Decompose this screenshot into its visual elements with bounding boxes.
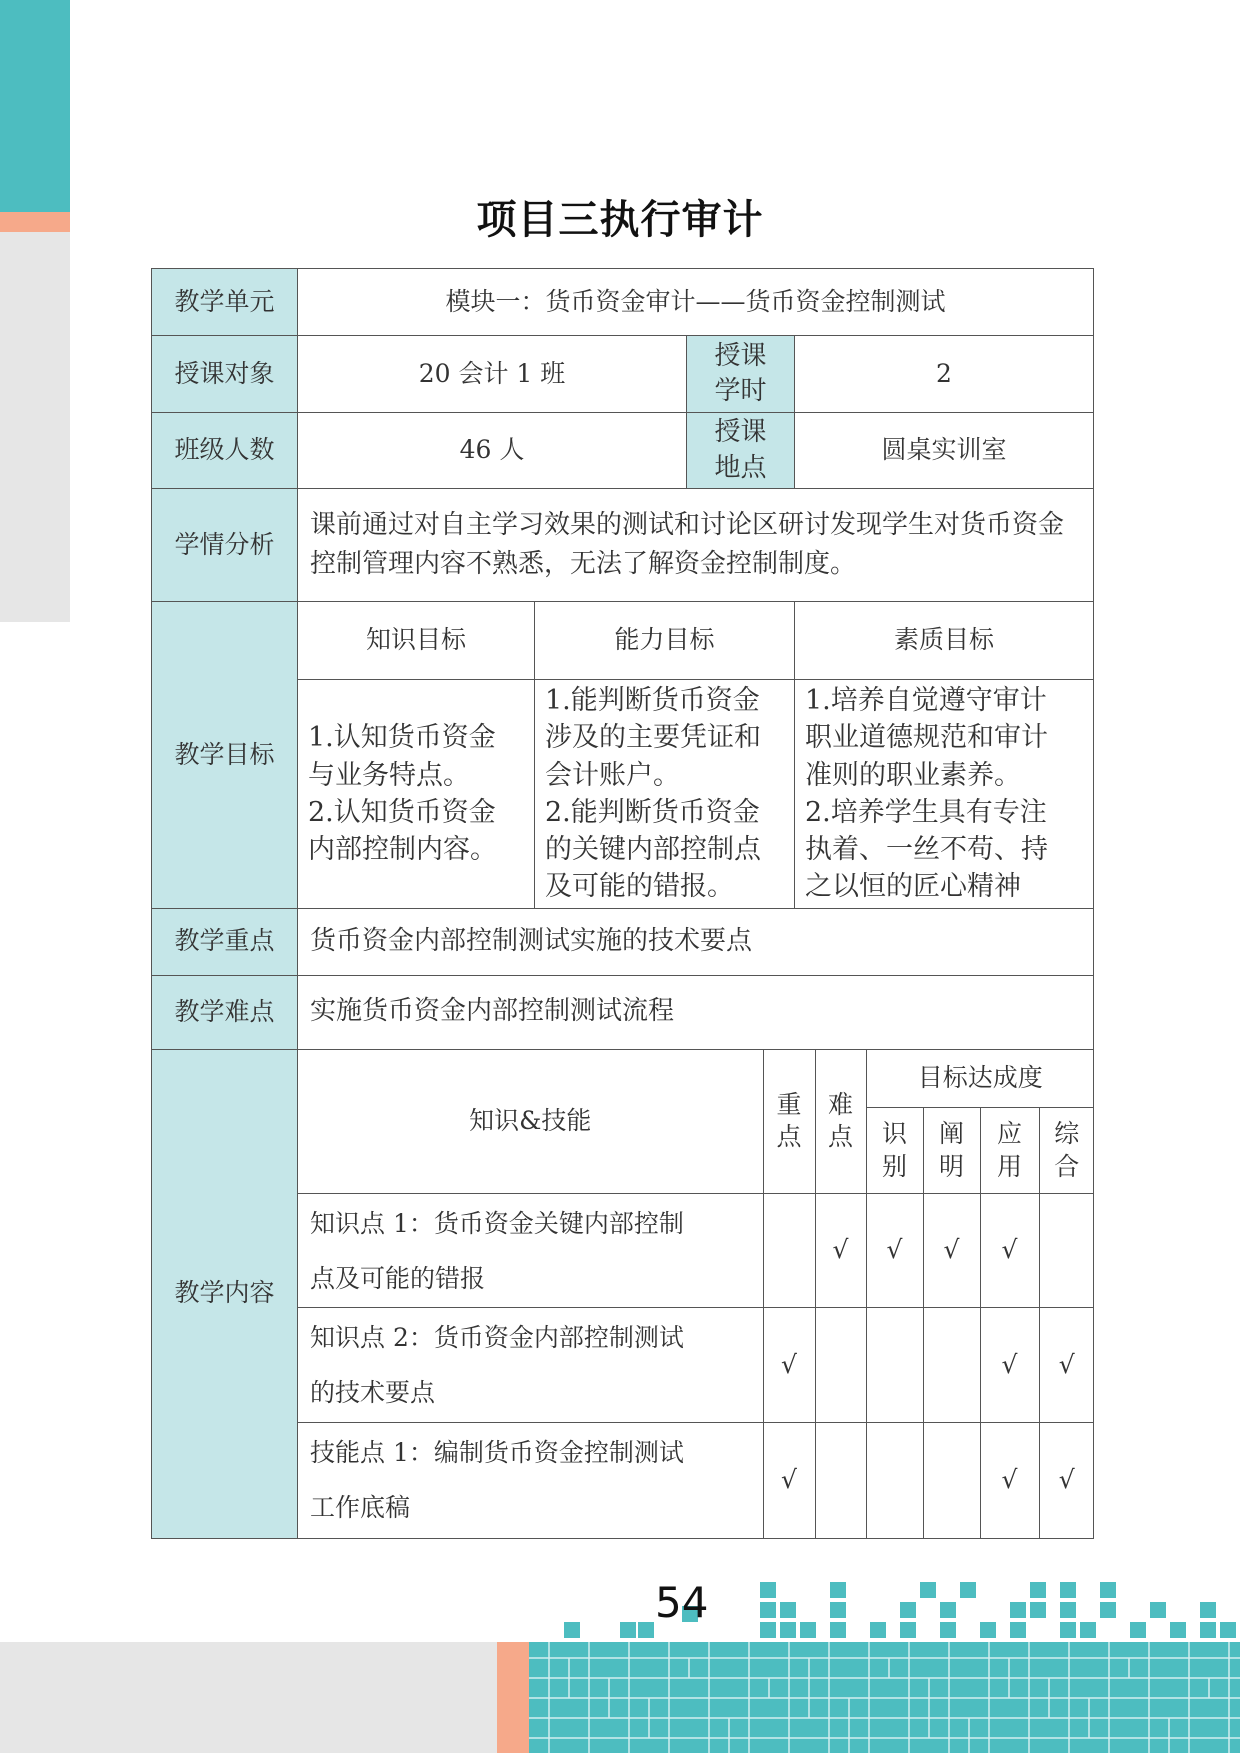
class-size-row [152,413,1094,489]
skill-text [298,1308,763,1423]
location-label-line1: 授课 [714,417,767,448]
location-value: 圆桌实训室 [795,413,1094,489]
identify-mark: √ [866,1194,923,1308]
sub-header-char: 应 [996,1119,1022,1148]
hours-label-line1: 授课 [714,340,767,371]
key-point-label: 教学重点 [152,908,298,975]
key-point-row [152,908,1094,975]
explain-mark [923,1308,980,1423]
difficulty-label: 教学难点 [152,975,298,1049]
integrate-mark [1039,1194,1094,1308]
difficulty-text: 实施货币资金内部控制测试流程 [298,975,1094,1049]
key-mark: √ [763,1423,815,1538]
ability-goal-header: 能力目标 [535,602,795,680]
unit-row [152,269,1094,336]
sub-header-char: 合 [1054,1151,1080,1181]
difficulty-mark [815,1423,866,1538]
sub-header-char: 用 [996,1151,1022,1181]
difficulty-header-char: 点 [827,1122,853,1152]
sub-header-char: 明 [938,1151,964,1181]
difficulty-mark [815,1308,866,1423]
quality-line: 准则的职业素养。 [805,759,1021,791]
key-point-text: 货币资金内部控制测试实施的技术要点 [298,908,1094,975]
footer-orange-band [497,1642,529,1753]
audience-value: 20 会计 1 班 [298,336,687,413]
side-gray-bar [0,232,70,622]
difficulty-mark: √ [815,1194,866,1308]
apply-mark: √ [980,1194,1039,1308]
knowledge-line: 1.认知货币资金 [308,722,496,754]
skill-text-line: 知识点 1：货币资金关键内部控制 [310,1208,684,1238]
key-header [763,1050,815,1194]
ability-line: 1.能判断货币资金 [545,685,760,716]
content-data-row [298,1308,1094,1423]
audience-label: 授课对象 [152,336,298,413]
quality-line: 之以恒的匠心精神 [805,871,1021,903]
analysis-row [152,489,1094,602]
sub-header-char: 阐 [938,1119,964,1148]
key-mark: √ [763,1308,815,1423]
key-header-char: 点 [776,1122,802,1152]
hours-value: 2 [795,336,1094,413]
ability-line: 2.能判断货币资金 [545,796,760,828]
difficulty-row [152,975,1094,1049]
identify-mark [866,1308,923,1423]
class-size-value: 46 人 [298,413,687,489]
hours-label [687,336,795,413]
location-label-line2: 地点 [714,452,767,483]
quality-line: 执着、一丝不苟、持 [805,834,1048,865]
difficulty-header-char: 难 [827,1089,853,1119]
quality-goal-header: 素质目标 [795,602,1094,680]
sub-header-char: 综 [1054,1119,1080,1148]
explain-mark [923,1423,980,1538]
content-data-row [298,1423,1094,1538]
integrate-mark: √ [1039,1308,1094,1423]
target-identify-header [866,1108,923,1194]
quality-line: 职业道德规范和审计 [805,722,1048,754]
skill-text-line: 的技术要点 [310,1378,436,1407]
content-header-row [298,1050,1094,1108]
skill-text-line: 知识点 2：货币资金内部控制测试 [310,1323,684,1352]
skill-text [298,1423,763,1538]
audience-row [152,336,1094,413]
hours-label-line2: 学时 [714,376,767,406]
knowledge-goal-header: 知识目标 [298,602,535,680]
content-data-row [298,1194,1094,1308]
explain-mark: √ [923,1194,980,1308]
difficulty-header [815,1050,866,1194]
skill-text-line: 工作底稿 [310,1493,411,1523]
identify-mark [866,1423,923,1538]
knowledge-line: 与业务特点。 [308,759,470,791]
skill-text-line: 点及可能的错报 [310,1263,486,1293]
unit-label: 教学单元 [152,269,298,336]
apply-mark: √ [980,1308,1039,1423]
target-integrate-header [1039,1108,1094,1194]
class-size-label: 班级人数 [152,413,298,489]
apply-mark: √ [980,1423,1039,1538]
knowledge-line: 2.认知货币资金 [308,796,496,828]
content-table [298,1050,1094,1538]
footer-grid-pattern [529,1642,1240,1753]
target-header: 目标达成度 [866,1050,1094,1108]
ability-line: 的关键内部控制点 [545,834,761,865]
ability-line: 及可能的错报。 [545,871,734,903]
key-header-char: 重 [776,1089,802,1119]
content-cell [298,1049,1094,1538]
footer-gray-band [0,1642,500,1753]
ability-line: 涉及的主要凭证和 [545,722,761,754]
content-label: 教学内容 [152,1049,298,1538]
integrate-mark: √ [1039,1423,1094,1538]
sub-header-char: 识 [881,1119,907,1148]
target-explain-header [923,1108,980,1194]
page-title: 项目三执行审计 [476,197,764,243]
quality-line: 1.培养自觉遵守审计 [805,685,1047,716]
knowledge-line: 内部控制内容。 [308,834,497,865]
key-mark [763,1194,815,1308]
ability-line: 会计账户。 [545,759,680,791]
knowledge-goal-text [298,680,535,909]
page-number: 54 [655,1578,709,1627]
side-teal-bar [0,0,70,212]
quality-goal-text [795,680,1094,909]
skill-text [298,1194,763,1308]
skill-header: 知识&技能 [298,1050,763,1194]
target-apply-header [980,1108,1039,1194]
objectives-label: 教学目标 [152,602,298,909]
sub-header-char: 别 [881,1151,907,1181]
skill-text-line: 技能点 1：编制货币资金控制测试 [310,1438,684,1468]
content-row [152,1049,1094,1538]
ability-goal-text [535,680,795,909]
location-label [687,413,795,489]
objectives-header-row [152,602,1094,680]
lesson-plan-table [151,268,1094,1539]
unit-value: 模块一：货币资金审计——货币资金控制测试 [298,269,1094,336]
analysis-label: 学情分析 [152,489,298,602]
analysis-text: 课前通过对自主学习效果的测试和讨论区研讨发现学生对货币资金控制管理内容不熟悉，无法了解资金控制制度。 [298,489,1094,602]
quality-line: 2.培养学生具有专注 [805,796,1047,828]
